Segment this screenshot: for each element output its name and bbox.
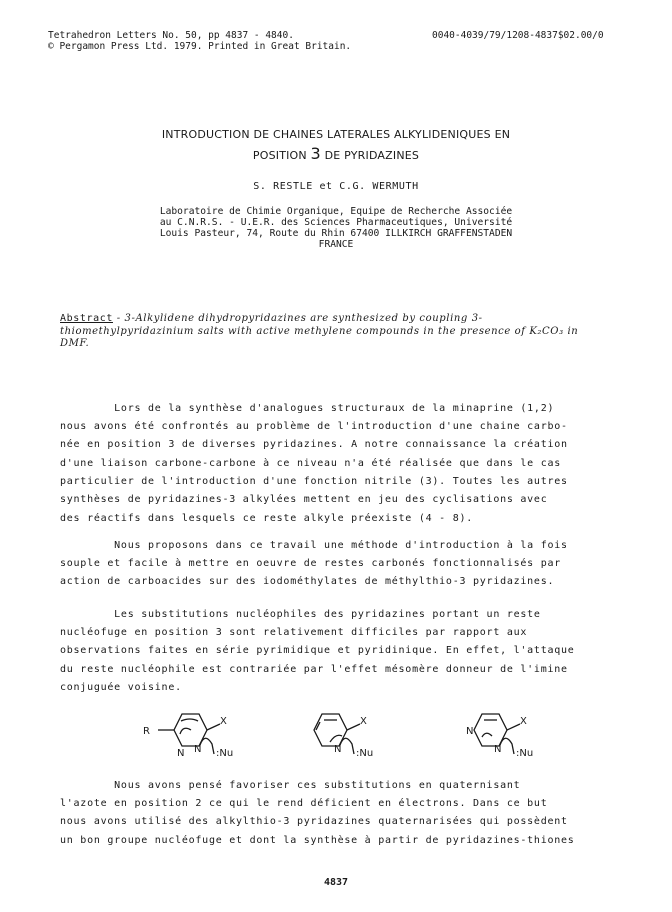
ring-arrow	[330, 735, 342, 742]
paragraph-4-line: l'azote en position 2 ce qui le rend déficient en électrons. Dans ce but	[60, 798, 548, 809]
n-label: N	[334, 744, 342, 755]
paragraph-2-line: action de carboacides sur des iodométhylates de méthylthio-3 pyridazines.	[60, 576, 555, 587]
x-bond	[507, 724, 520, 730]
paragraph-1-line: particulier de l'introduction d'une fonction nitrile (3). Toutes les autres	[60, 476, 568, 487]
paragraph-4-line: un bon groupe nucléofuge et dont la synthèse à partir de pyridazines-thiones	[60, 835, 575, 846]
x-bond	[347, 724, 360, 730]
journal-citation	[48, 30, 351, 52]
x-bond	[207, 724, 220, 730]
abstract-label: Abstract	[60, 313, 113, 324]
abstract	[60, 313, 580, 351]
affiliation-line: au C.N.R.S. - U.E.R. des Sciences Pharmaceutiques, Université	[159, 217, 513, 228]
article-code: 0040-4039/79/1208-4837$02.00/0	[432, 30, 604, 41]
paragraph-1-line: née en position 3 de diverses pyridazines. A notre connaissance la création	[60, 439, 568, 450]
publisher-line: © Pergamon Press Ltd. 1979. Printed in Great Britain.	[48, 41, 352, 52]
nu-arrow	[200, 738, 214, 754]
nu-arrow	[500, 738, 514, 754]
nu-label: :Nu	[516, 748, 534, 759]
chemical-scheme	[0, 700, 672, 772]
paragraph-2-line: souple et facile à mettre en oeuvre de restes carbonés fonctionnalisés par	[60, 558, 562, 569]
paragraph-1-line: d'une liaison carbone-carbone à ce niveau n'a été réalisée que dans le cas	[60, 458, 562, 469]
journal-line: Tetrahedron Letters No. 50, pp 4837 - 4840.	[48, 30, 294, 41]
n-label: N	[177, 748, 185, 759]
ring-arrow	[482, 733, 492, 737]
title-position: POSITION	[252, 149, 307, 162]
paragraph-3-line: Les substitutions nucléophiles des pyridazines portant un reste	[60, 609, 541, 620]
title-number: 3	[310, 144, 321, 163]
paragraph-3-line: observations faites en série pyrimidique et pyridinique. En effet, l'attaque	[60, 645, 575, 656]
n-label: N	[494, 744, 502, 755]
title-pyridazines: DE PYRIDAZINES	[324, 149, 420, 162]
paragraph-1-line: Lors de la synthèse d'analogues structuraux de la minaprine (1,2)	[60, 403, 555, 414]
affiliation-line: Louis Pasteur, 74, Route du Rhin 67400 ILLKIRCH GRAFFENSTADEN	[159, 228, 513, 239]
paragraph-1-line: synthèses de pyridazines-3 alkylées mettent en jeu des cyclisations avec	[60, 494, 548, 505]
pyridazine-structure	[158, 714, 220, 754]
title-line-1: INTRODUCTION DE CHAINES LATERALES ALKYLIDENIQUES EN	[161, 128, 511, 141]
affiliation-line: Laboratoire de Chimie Organique, Equipe de Recherche Associée	[159, 206, 513, 217]
paragraph-3-line: du reste nucléophile est contrariée par l'effet mésomère donneur de l'imine	[60, 664, 568, 675]
abstract-text: - 3-Alkylidene dihydropyridazines are synthesized by coupling 3-thiomethylpyridazinium salts with active methylene compounds in the presence of K₂CO₃ in DMF.	[60, 313, 579, 349]
nu-arrow	[340, 738, 354, 754]
title-line-2	[0, 144, 672, 163]
nu-label: :Nu	[216, 748, 234, 759]
n-label: N	[466, 726, 474, 737]
paragraph-3-line: conjuguée voisine.	[60, 682, 182, 693]
page-number: 4837	[323, 877, 349, 888]
r-label: R	[143, 726, 150, 737]
n-label: N	[194, 744, 202, 755]
authors: S. RESTLE et C.G. WERMUTH	[253, 181, 419, 192]
paragraph-1-line: nous avons été confrontés au problème de l'introduction d'une chaine carbo-	[60, 421, 568, 432]
affiliation	[0, 206, 672, 250]
nu-label: :Nu	[356, 748, 374, 759]
paragraph-2-line: Nous proposons dans ce travail une méthode d'introduction à la fois	[60, 540, 568, 551]
paragraph-1-line: des réactifs dans lesquels ce reste alkyle préexiste (4 - 8).	[60, 513, 474, 524]
x-label: X	[360, 716, 367, 727]
x-label: X	[520, 716, 527, 727]
ring-arrow	[181, 719, 198, 721]
x-label: X	[220, 716, 227, 727]
affiliation-line: FRANCE	[318, 239, 354, 250]
paragraph-3-line: nucléofuge en position 3 sont relativement difficiles par rapport aux	[60, 627, 528, 638]
paragraph-4-line: nous avons utilisé des alkylthio-3 pyridazines quaternarisées qui possèdent	[60, 816, 568, 827]
paragraph-4-line: Nous avons pensé favoriser ces substitutions en quaternisant	[60, 780, 521, 791]
ring-arrow	[180, 728, 191, 734]
